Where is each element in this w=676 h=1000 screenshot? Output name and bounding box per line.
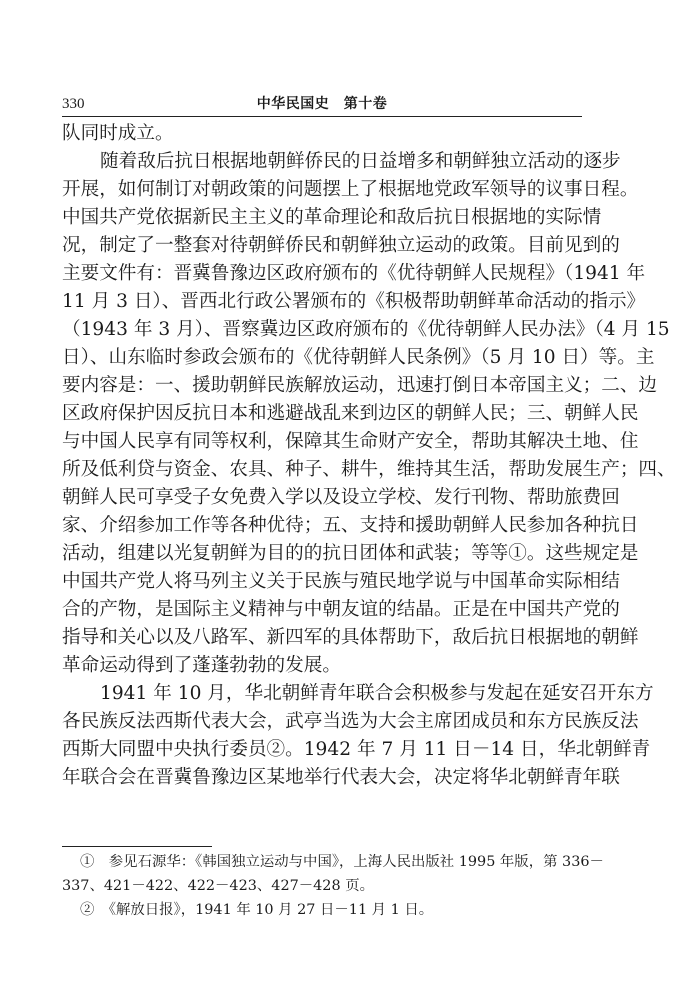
- body-line: 革命运动得到了蓬蓬勃勃的发展。: [62, 655, 341, 676]
- paragraph-start-line: 随着敌后抗日根据地朝鲜侨民的日益增多和朝鲜独立活动的逐步: [100, 151, 621, 172]
- body-line: 合的产物，是国际主义精神与中朝友谊的结晶。正是在中国共产党的: [62, 599, 620, 620]
- body-line: 开展，如何制订对朝政策的问题摆上了根据地党政军领导的议事日程。: [62, 179, 639, 200]
- body-line: 活动，组建以光复朝鲜为目的的抗日团体和武装；等等①。这些规定是: [62, 543, 639, 564]
- body-line: 主要文件有：晋冀鲁豫边区政府颁布的《优待朝鲜人民规程》（1941 年: [62, 263, 646, 284]
- body-text: [62, 120, 676, 792]
- body-line: 11 月 3 日）、晋西北行政公署颁布的《积极帮助朝鲜革命活动的指示》: [62, 291, 646, 312]
- footnote-rule: [62, 846, 212, 847]
- body-line: 指导和关心以及八路军、新四军的具体帮助下，敌后抗日根据地的朝鲜: [62, 627, 639, 648]
- body-line: 日）、山东临时参政会颁布的《优待朝鲜人民条例》（5 月 10 日）等。主: [62, 347, 655, 368]
- page-number: 330: [62, 96, 85, 112]
- body-line: 各民族反法西斯代表大会，武亭当选为大会主席团成员和东方民族反法: [62, 711, 639, 732]
- body-line: 中国共产党人将马列主义关于民族与殖民地学说与中国革命实际相结: [62, 571, 620, 592]
- body-line: 家、介绍参加工作等各种优待；五、支持和援助朝鲜人民参加各种抗日: [62, 515, 639, 536]
- running-title: 中华民国史 第十卷: [256, 96, 388, 112]
- footnote-1-continuation: 337、421－422、422－423、427－428 页。: [62, 878, 374, 894]
- body-line: 西斯大同盟中央执行委员②。1942 年 7 月 11 日－14 日，华北朝鲜青: [62, 739, 651, 760]
- footnote-1: ① 参见石源华：《韩国独立运动与中国》，上海人民出版社 1995 年版，第 336－: [80, 854, 604, 870]
- page-header: [62, 94, 582, 118]
- body-line: 所及低利贷与资金、农具、种子、耕牛，维持其生活，帮助发展生产；四、: [62, 459, 676, 480]
- footnote-2: ② 《解放日报》，1941 年 10 月 27 日－11 月 1 日。: [80, 902, 434, 918]
- body-line: 与中国人民享有同等权利，保障其生命财产安全，帮助其解决土地、住: [62, 431, 639, 452]
- paragraph-start-line: 1941 年 10 月，华北朝鲜青年联合会积极参与发起在延安召开东方: [100, 683, 654, 704]
- body-line: （1943 年 3 月）、晋察冀边区政府颁布的《优待朝鲜人民办法》（4 月 15: [62, 319, 670, 340]
- body-line: 队同时成立。: [62, 123, 174, 144]
- body-line: 况，制定了一整套对待朝鲜侨民和朝鲜独立运动的政策。目前见到的: [62, 235, 620, 256]
- body-line: 区政府保护因反抗日本和逃避战乱来到边区的朝鲜人民；三、朝鲜人民: [62, 403, 639, 424]
- footnotes: [62, 850, 604, 922]
- body-line: 中国共产党依据新民主主义的革命理论和敌后抗日根据地的实际情: [62, 207, 602, 228]
- body-line: 年联合会在晋冀鲁豫边区某地举行代表大会，决定将华北朝鲜青年联: [62, 767, 620, 788]
- body-line: 要内容是：一、援助朝鲜民族解放运动，迅速打倒日本帝国主义；二、边: [62, 375, 658, 396]
- body-line: 朝鲜人民可享受子女免费入学以及设立学校、发行刊物、帮助旅费回: [62, 487, 620, 508]
- header-rule: [62, 116, 582, 117]
